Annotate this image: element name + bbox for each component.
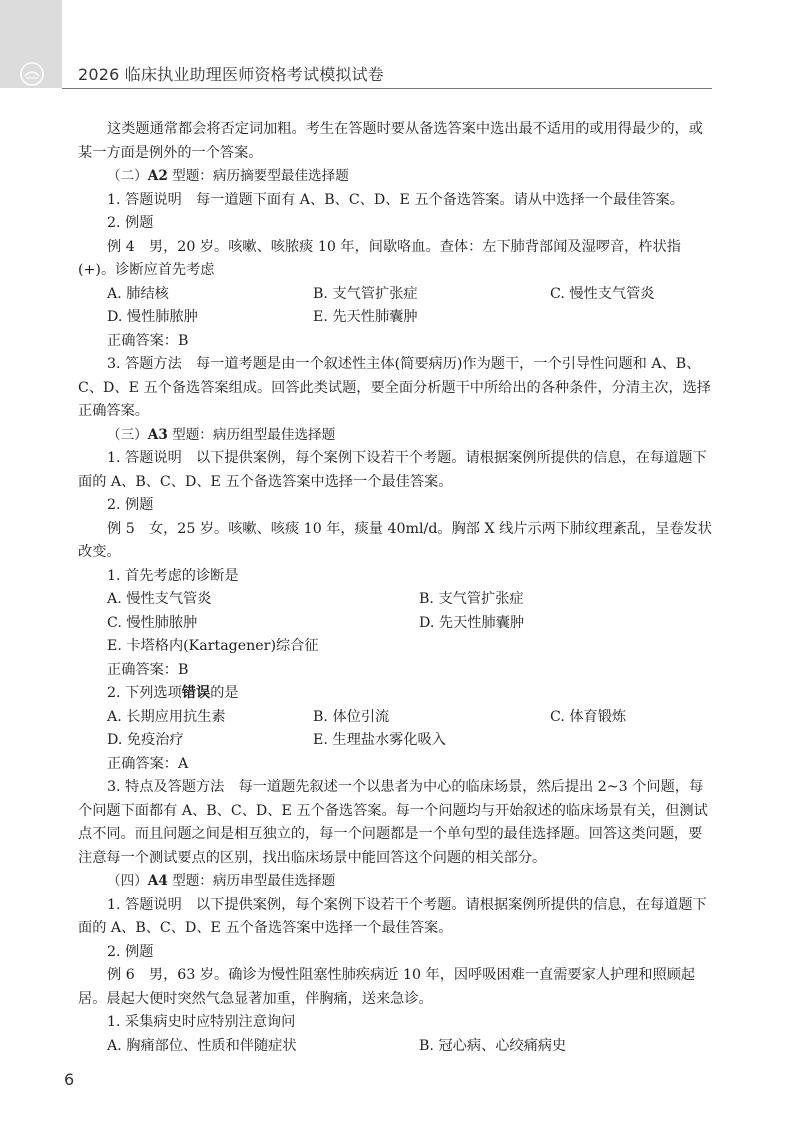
option-e: E. 卡塔格内(Kartagener)综合征 <box>107 638 319 654</box>
section-heading-a2: （二）A2 型题：病历摘要型最佳选择题 <box>107 168 349 184</box>
option-b: B. 冠心病、心绞痛病史 <box>419 1037 567 1054</box>
a2-example-label: 2. 例题 <box>107 215 154 231</box>
option-d: D. 先天性肺囊肿 <box>419 614 525 631</box>
a2-description: 1. 答题说明 每一道题下面有 A、B、C、D、E 五个备选答案。请从中选择一个最佳答案。 <box>107 191 684 208</box>
a2-method: 3. 答题方法 每一道考题是由一个叙述性主体(简要病历)作为题干，一个引导性问题和 A、B、C、D、E 五个备选答案组成。回答此类试题，要全面分析题干中所给出的各种条件，分清主次，选择正确答案。 <box>78 356 711 419</box>
a3-question-1: 1. 首先考虑的诊断是 <box>107 567 239 584</box>
option-d: D. 免疫治疗 <box>107 732 184 748</box>
option-c: C. 慢性支气管炎 <box>550 285 655 302</box>
a4-question-1: 1. 采集病史时应特别注意询问 <box>107 1014 296 1030</box>
option-b: B. 支气管扩张症 <box>313 285 418 302</box>
a4-q1-options-row <box>107 1035 714 1059</box>
a2-example-stem: 例 4 男，20 岁。咳嗽、咳脓痰 10 年，间歇咯血。查体：左下肺背部闻及湿啰音，杵状指(+)。诊断应首先考虑 <box>78 238 681 278</box>
header-divider <box>62 88 712 89</box>
a4-description: 1. 答题说明 以下提供案例，每个案例下设若干个考题。请根据案例所提供的信息，在每道题下面的 A、B、C、D、E 五个备选答案中选择一个最佳答案。 <box>78 896 707 936</box>
negation-bold-word: 错误 <box>181 685 211 701</box>
a3-description: 1. 答题说明 以下提供案例，每个案例下设若干个考题。请根据案例所提供的信息，在每道题下面的 A、B、C、D、E 五个备选答案中选择一个最佳答案。 <box>78 450 707 490</box>
option-a: A. 慢性支气管炎 <box>107 591 212 607</box>
a2-answer: 正确答案：B <box>107 332 189 349</box>
option-b: B. 支气管扩张症 <box>419 591 524 607</box>
a3-q2-options-row <box>107 729 714 753</box>
publisher-logo-icon <box>19 61 45 87</box>
option-e: E. 先天性肺囊肿 <box>313 309 418 325</box>
page-number: 6 <box>64 1070 75 1089</box>
option-d: D. 慢性肺脓肿 <box>107 309 198 325</box>
a3-question-2: 2. 下列选项错误的是 <box>107 685 239 701</box>
option-c: C. 慢性肺脓肿 <box>107 614 198 631</box>
option-e: E. 生理盐水雾化吸入 <box>313 732 446 748</box>
option-a: A. 胸痛部位、性质和伴随症状 <box>107 1037 297 1054</box>
a2-options-row <box>107 306 714 330</box>
a3-q1-options-row <box>107 635 714 659</box>
a3-example-label: 2. 例题 <box>107 497 154 513</box>
a3-q1-options-row <box>107 612 714 636</box>
a3-q1-options-row <box>107 588 714 612</box>
a2-options-row <box>107 283 714 307</box>
section-heading-a4: （四）A4 型题：病历串型最佳选择题 <box>107 873 336 889</box>
page-body <box>78 118 714 1058</box>
section-heading-a3: （三）A3 型题：病历组型最佳选择题 <box>107 426 336 443</box>
a3-method: 3. 特点及答题方法 每一道题先叙述一个以患者为中心的临床场景，然后提出 2~3 个问题，每个问题下面都有 A、B、C、D、E 五个备选答案。每一个问题均与开始叙述的临床场景有关，但测试点不同。而且问题之间是相互独立的，每一个问题都是一个单句型的最佳选择题。回答这类问题，要注意每一个测试要点的区别，找出临床场景中能回答这个问题的相关部分。 <box>78 779 708 866</box>
intro-paragraph: 这类题通常都会将否定词加粗。考生在答题时要从备选答案中选出最不适用的或用得最少的，或某一方面是例外的一个答案。 <box>78 121 703 161</box>
a4-example-label: 2. 例题 <box>107 943 154 960</box>
option-c: C. 体育锻炼 <box>550 708 627 725</box>
a4-example-stem: 例 6 男，63 岁。确诊为慢性阻塞性肺疾病近 10 年，因呼吸困难一直需要家人护理和照顾起居。晨起大便时突然气急显著加重，伴胸痛，送来急诊。 <box>78 967 696 1007</box>
a3-q2-options-row <box>107 706 714 730</box>
a3-example-stem: 例 5 女，25 岁。咳嗽、咳痰 10 年，痰量 40ml/d。胸部 X 线片示两下肺纹理紊乱，呈卷发状改变。 <box>78 520 712 560</box>
option-b: B. 体位引流 <box>313 708 390 725</box>
a3-q2-answer: 正确答案：A <box>107 755 189 772</box>
running-header-title: 2026 临床执业助理医师资格考试模拟试卷 <box>78 65 385 84</box>
option-a: A. 长期应用抗生素 <box>107 708 226 725</box>
a3-q1-answer: 正确答案：B <box>107 661 189 678</box>
option-a: A. 肺结核 <box>107 285 169 302</box>
